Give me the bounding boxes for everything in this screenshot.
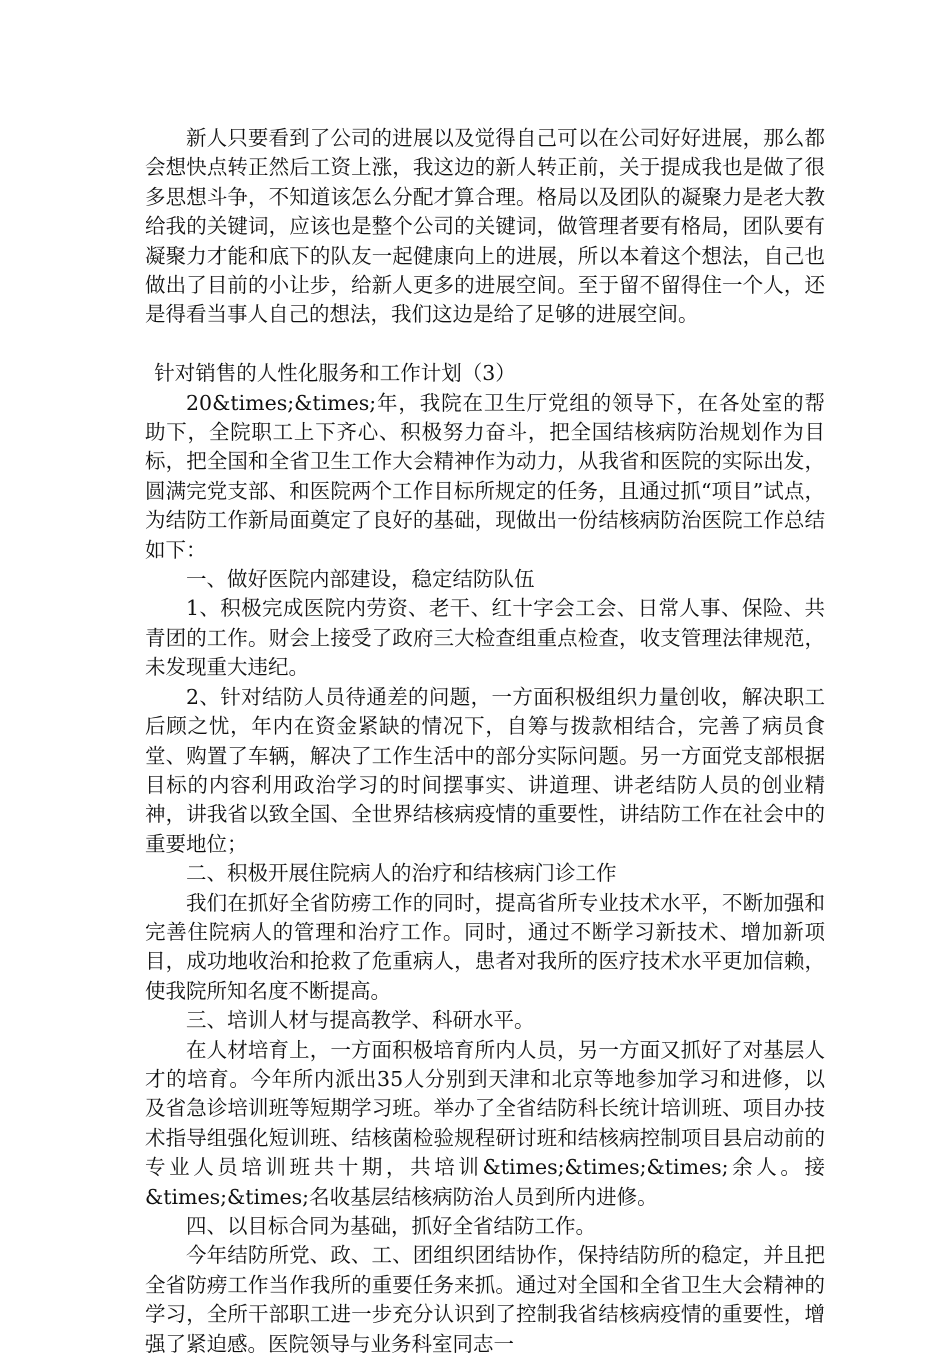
- section-heading-3: 三、培训人材与提高教学、科研水平。: [186, 1008, 535, 1033]
- intro-paragraph: 新人只要看到了公司的进展以及觉得自己可以在公司好好进展，那么都会想快点转正然后工资上涨，我这边的新人转正前，关于提成我也是做了很多思想斗争，不知道该怎么分配才算合理。格局以及团队的凝聚力是老大教给我的关键词，应该也是整个公司的关键词，做管理者要有格局，团队要有凝聚力才能和底下的队友一起健康向上的进展，所以本着这个想法，自己也做出了目前的小让步，给新人更多的进展空间。至于留不留得住一个人，还是得看当事人自己的想法，我们这边是给了足够的进展空间。: [145, 126, 825, 327]
- section-heading-1: 一、做好医院内部建设，稳定结防队伍: [186, 567, 535, 592]
- paragraph-gap: [145, 330, 825, 359]
- body-paragraph: 在人材培育上，一方面积极培育所内人员，另一方面又抓好了对基层人才的培育。今年所内派出35人分别到天津和北京等地参加学习和进修，以及省急诊培训班等短期学习班。举办了全省结防科长统计培训班、项目办技术指导组强化短训班、结核菌检验规程研讨班和结核病控制项目县启动前的专业人员培训班共十期，共培训&times;&times;&times;余人。接&times;&times;名收基层结核病防治人员到所内进修。: [145, 1037, 825, 1209]
- document-page: [145, 124, 825, 1359]
- section-heading-4: 四、以目标合同为基础，抓好全省结防工作。: [186, 1214, 596, 1239]
- body-paragraph: 20&times;&times;年，我院在卫生厅党组的领导下，在各处室的帮助下，全院职工上下齐心、积极努力奋斗，把全国结核病防治规划作为目标，把全国和全省卫生工作大会精神作为动力，从我省和医院的实际出发，圆满完党支部、和医院两个工作目标所规定的任务，且通过抓“项目”试点，为结防工作新局面奠定了良好的基础，现做出一份结核病防治医院工作总结如下：: [145, 390, 825, 562]
- body-paragraph: 今年结防所党、政、工、团组织团结协作，保持结防所的稳定，并且把全省防痨工作当作我所的重要任务来抓。通过对全国和全省卫生大会精神的学习，全所干部职工进一步充分认识到了控制我省结核病疫情的重要性，增强了紧迫感。医院领导与业务科室同志一: [145, 1243, 825, 1356]
- body-paragraph: 1、积极完成医院内劳资、老干、红十字会工会、日常人事、保险、共青团的工作。财会上接受了政府三大检查组重点检查，收支管理法律规范，未发现重大违纪。: [145, 596, 825, 680]
- section-heading-2: 二、积极开展住院病人的治疗和结核病门诊工作: [186, 861, 617, 886]
- body-paragraph: 2、针对结防人员待通差的问题，一方面积极组织力量创收，解决职工后顾之忧，年内在资金紧缺的情况下，自筹与拨款相结合，完善了病员食堂、购置了车辆，解决了工作生活中的部分实际问题。另一方面党支部根据目标的内容利用政治学习的时间摆事实、讲道理、讲老结防人员的创业精神，讲我省以致全国、全世界结核病疫情的重要性，讲结防工作在社会中的重要地位；: [145, 684, 825, 856]
- section-title: 针对销售的人性化服务和工作计划（3）: [154, 361, 516, 386]
- body-paragraph: 我们在抓好全省防痨工作的同时，提高省所专业技术水平，不断加强和完善住院病人的管理和治疗工作。同时，通过不断学习新技术、增加新项目，成功地收治和抢救了危重病人，患者对我所的医疗技术水平更加信赖，使我院所知名度不断提高。: [145, 890, 825, 1003]
